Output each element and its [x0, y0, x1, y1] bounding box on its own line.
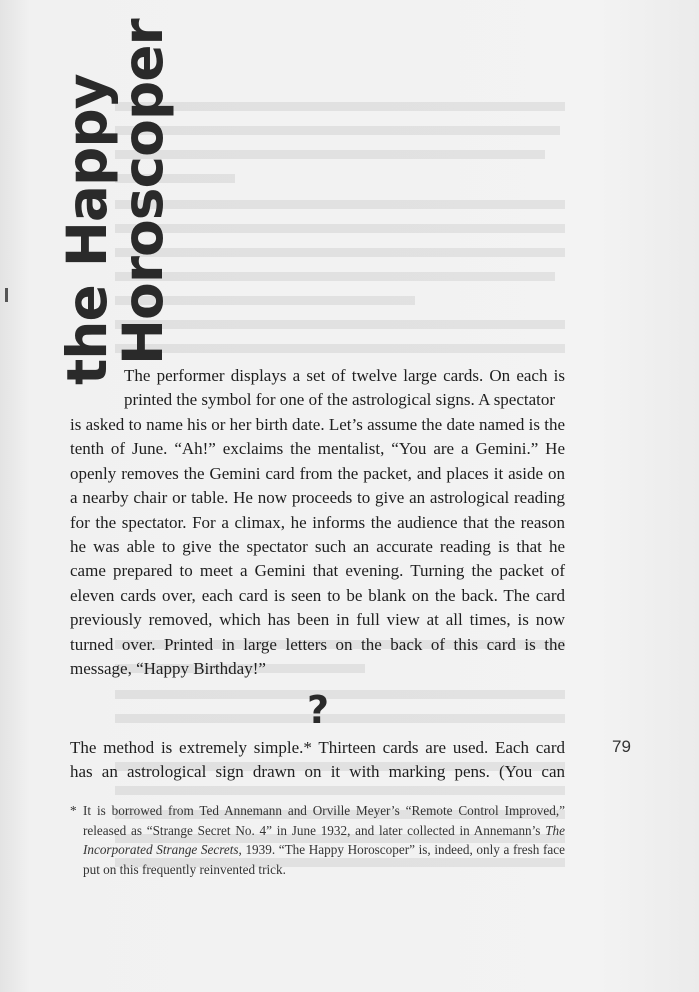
title-line-2: Horoscoper [111, 19, 175, 365]
paragraph-1-body: is asked to name his or her birth date. Let’s assume the date named is the tenth of June. “Ah!” exclaims the mentalist, “You are a Gemini.” He openly removes the Gemini card from the packet, and places it aside on a nearby chair or table. He now proceeds to give an astrological reading for the spectator. For a climax, he informs the audience that the reason he was able to give the spectator such an accurate reading is that he came prepared to meet a Gemini that evening. Turning the packet of eleven cards over, each card is seen to be blank on the back. The card previously removed, which has been in full view at all times, is now turned over. Printed in large letters on the back of this card is the message, “Happy Birthday!” [70, 415, 565, 679]
footnote-marker: * [70, 803, 77, 818]
paragraph-2: The method is extremely simple.* Thirteen cards are used. Each card has an astrological sign drawn on it with marking pens. (You can [70, 738, 565, 782]
page-number: 79 [612, 737, 631, 756]
footnote-book-title: The Incorporated Strange Secrets [83, 822, 565, 857]
paragraph-1-lead: The performer displays a set of twelve large cards. On each is printed the symbol for one of the astrological signs. A spectator [124, 366, 565, 410]
chapter-title [55, 19, 175, 385]
margin-mark [5, 288, 8, 302]
footnote-text [70, 801, 565, 879]
footnote-text-before: It is borrowed from Ted Annemann and Orville Meyer’s “Remote Control Improved,” released as “Strange Secret No. 4” in June 1932, and later collected in Annemann’s [83, 803, 565, 838]
footnote [70, 801, 565, 879]
section-mark: ? [307, 688, 330, 732]
footnote-text-after: , 1939. “The Happy Horoscoper” is, indeed, only a fresh face put on this frequently reinvented trick. [83, 842, 565, 877]
title-line-1: the Happy [55, 74, 119, 385]
